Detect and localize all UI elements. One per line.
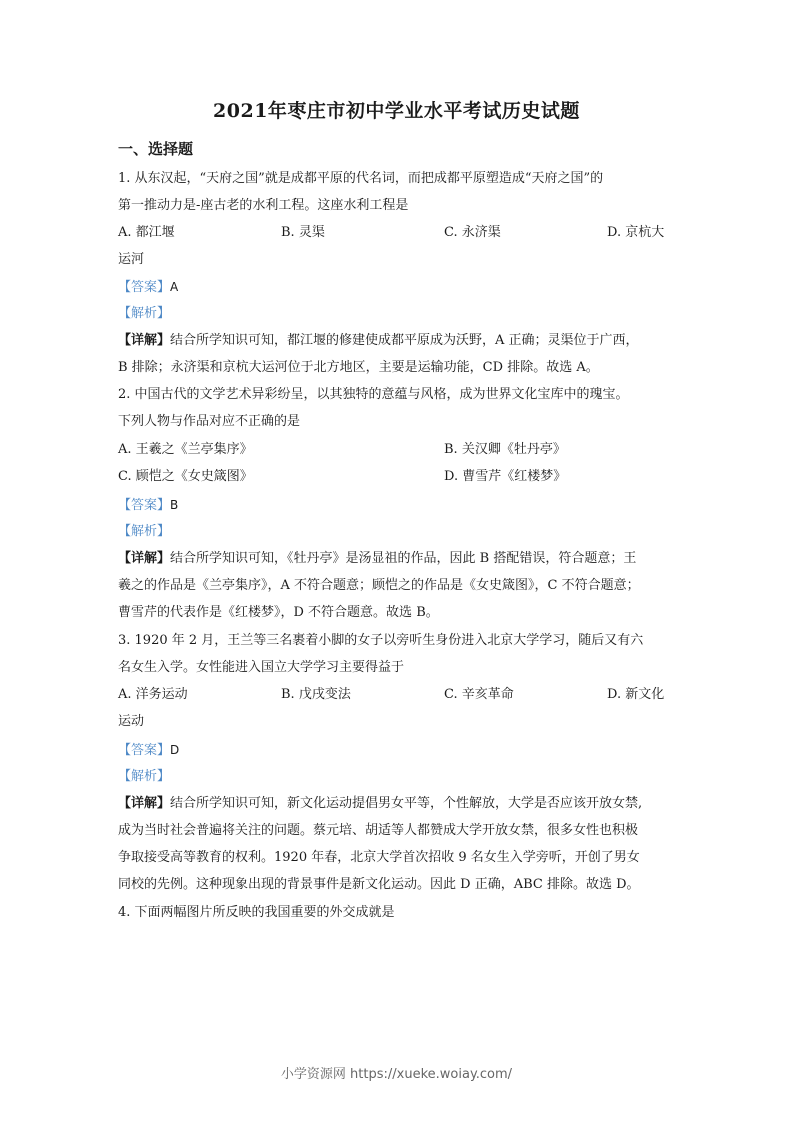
answer-tag: 【答案】 — [118, 280, 171, 295]
detail-text: 结合所学知识可知，新文化运动提倡男女平等，个性解放，大学是否应该开放女禁, — [170, 796, 643, 811]
question-2-detail-line2: 羲之的作品是《兰亭集序》，A 不符合题意；顾恺之的作品是《女史箴图》，C 不符合题意； — [118, 578, 640, 593]
answer-value: D — [170, 743, 180, 757]
question-3-option-a: A. 洋务运动 — [118, 687, 188, 702]
detail-text: 结合所学知识可知，《牡丹亭》是汤显祖的作品，因此 B 搭配错误，符合题意；王 — [170, 551, 637, 566]
question-3-detail-line3: 争取接受高等教育的权利。1920 年春，北京大学首次招收 9 名女生入学旁听，开创了男女 — [118, 850, 640, 865]
question-1-analysis-tag: 【解析】 — [118, 306, 171, 321]
question-3-analysis-tag: 【解析】 — [118, 769, 171, 784]
footer-watermark: 小学资源网 https://xueke.woiay.com/ — [280, 1067, 513, 1082]
question-3-option-c: C. 辛亥革命 — [444, 687, 514, 702]
question-1-answer — [118, 278, 178, 297]
question-2-answer — [118, 496, 178, 515]
question-3-detail-line2: 成为当时社会普遍将关注的问题。蔡元培、胡适等人都赞成大学开放女禁，很多女性也积极 — [118, 823, 639, 838]
question-3-stem-line2: 名女生入学。女性能进入国立大学学习主要得益于 — [118, 660, 405, 675]
question-1-option-b: B. 灵渠 — [281, 225, 325, 240]
question-3-detail-line1 — [118, 795, 642, 813]
question-2-detail-line3: 曹雪芹的代表作是《红楼梦》，D 不符合题意。故选 B。 — [118, 605, 439, 620]
question-1-stem-line1: 1. 从东汉起，“天府之国”就是成都平原的代名词，而把成都平原塑造成“天府之国”的 — [118, 171, 604, 186]
question-3-option-d: D. 新文化 — [607, 687, 665, 702]
answer-value: A — [170, 280, 179, 294]
question-1-option-wrap: 运河 — [118, 252, 145, 267]
question-3-stem-line1: 3. 1920 年 2 月，王兰等三名裹着小脚的女子以旁听生身份进入北京大学学习，随后又有六 — [118, 633, 644, 648]
question-2-detail-line1 — [118, 550, 636, 568]
question-1-option-c: C. 永济渠 — [444, 225, 501, 240]
question-3-option-wrap: 运动 — [118, 714, 145, 729]
question-3-detail-line4: 同校的先例。这种现象出现的背景事件是新文化运动。因此 D 正确，ABC 排除。故选 D。 — [118, 877, 640, 892]
page-title: 2021年枣庄市初中学业水平考试历史试题 — [213, 100, 580, 122]
question-1-detail-line2: B 排除；永济渠和京杭大运河位于北方地区，主要是运输功能，CD 排除。故选 A。 — [118, 360, 599, 375]
question-3-answer — [118, 741, 179, 760]
section-heading: 一、选择题 — [118, 140, 194, 158]
question-1-detail-line1 — [118, 332, 639, 350]
question-2-option-c: C. 顾恺之《女史箴图》 — [118, 469, 253, 484]
detail-tag: 【详解】 — [118, 796, 171, 811]
question-2-analysis-tag: 【解析】 — [118, 524, 171, 539]
question-1-option-a: A. 都江堰 — [118, 225, 175, 240]
question-2-stem-line2: 下列人物与作品对应不正确的是 — [118, 414, 301, 429]
detail-tag: 【详解】 — [118, 333, 171, 348]
question-2-option-d: D. 曹雪芹《红楼梦》 — [444, 469, 567, 484]
question-2-option-b: B. 关汉卿《牡丹亭》 — [444, 442, 566, 457]
question-1-stem-line2: 第一推动力是-座古老的水利工程。这座水利工程是 — [118, 198, 409, 213]
question-4-stem-line1: 4. 下面两幅图片所反映的我国重要的外交成就是 — [118, 905, 395, 920]
question-3-option-b: B. 戊戌变法 — [281, 687, 351, 702]
answer-tag: 【答案】 — [118, 743, 171, 758]
question-1-option-d: D. 京杭大 — [607, 225, 665, 240]
detail-text: 结合所学知识可知，都江堰的修建使成都平原成为沃野，A 正确；灵渠位于广西， — [170, 333, 639, 348]
answer-tag: 【答案】 — [118, 498, 171, 513]
question-2-stem-line1: 2. 中国古代的文学艺术异彩纷呈，以其独特的意蕴与风格，成为世界文化宝库中的瑰宝。 — [118, 387, 629, 402]
detail-tag: 【详解】 — [118, 551, 171, 566]
question-2-option-a: A. 王羲之《兰亭集序》 — [118, 442, 253, 457]
answer-value: B — [170, 498, 179, 512]
